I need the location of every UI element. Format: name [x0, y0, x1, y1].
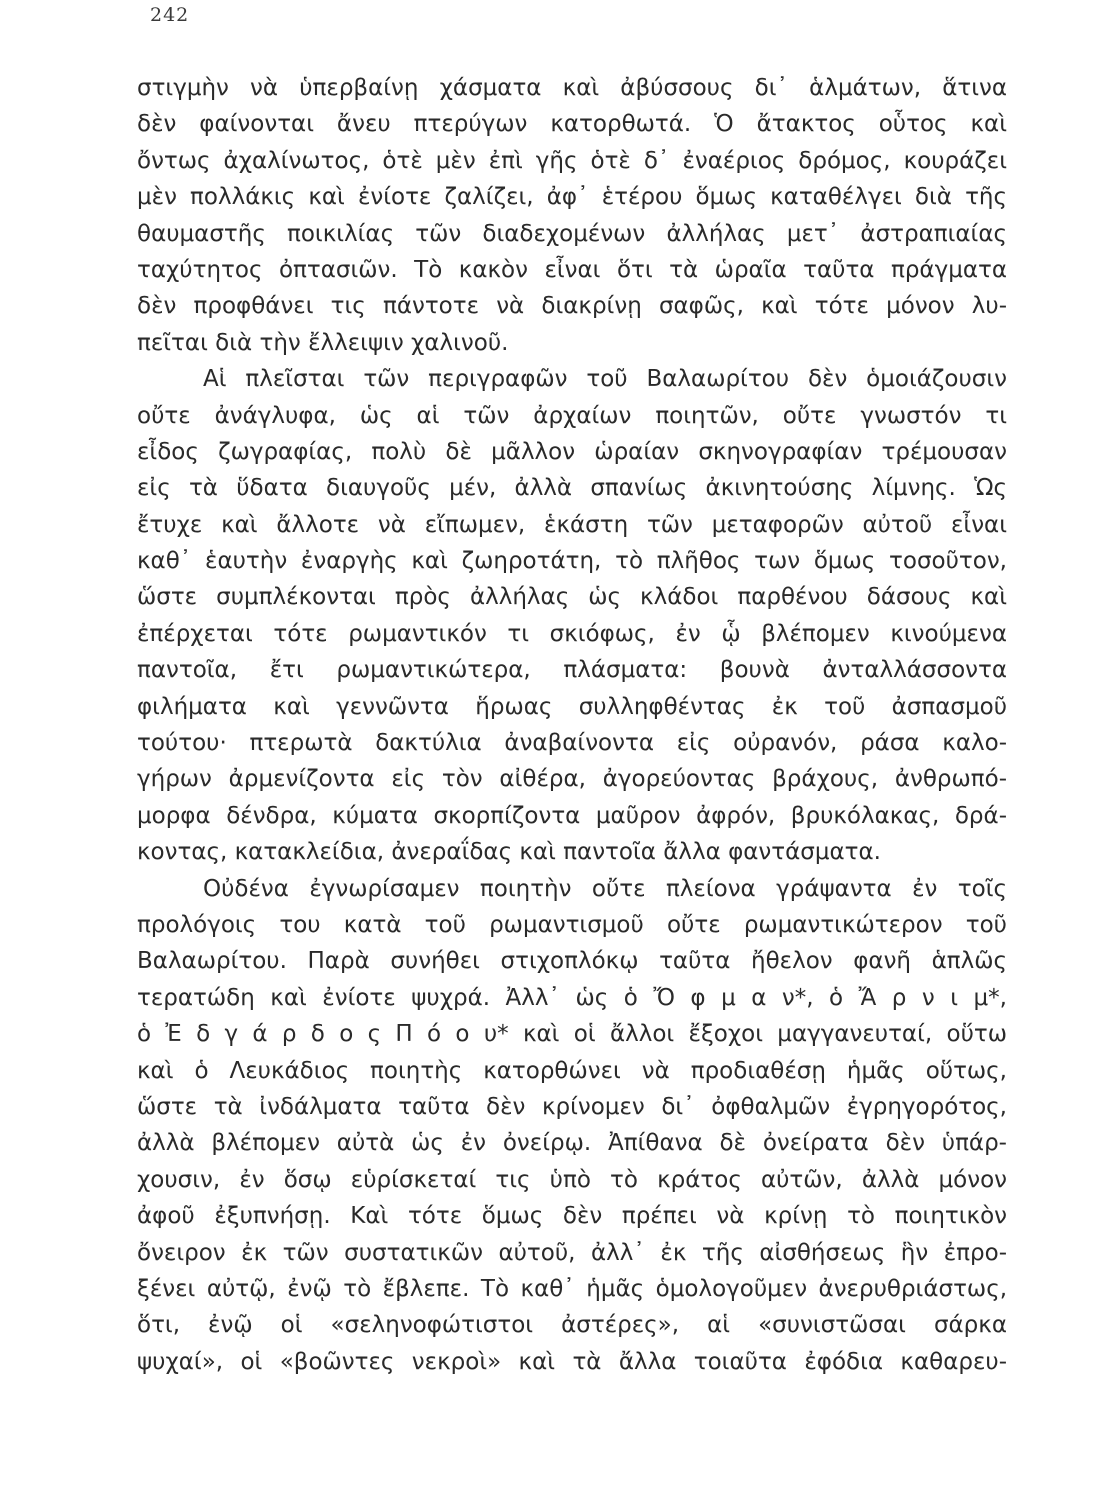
text-line: ὥστε τὰ ἰνδάλματα ταῦτα δὲν κρίνομεν δι᾽ ὀφθαλμῶν ἐγρηγορότος,	[137, 1093, 1007, 1120]
text-line: ὄντως ἀχαλίνωτος, ὁτὲ μὲν ἐπὶ γῆς ὁτὲ δ᾽ ἐναέριος δρόμος, κουράζει	[137, 147, 1007, 174]
text-line: προλόγοις του κατὰ τοῦ ρωμαντισμοῦ οὔτε ρωμαντικώτερον τοῦ	[137, 911, 1007, 938]
text-line: τερατώδη καὶ ἐνίοτε ψυχρά. Ἀλλ᾽ ὡς ὁ Ὄ φ μ α ν*, ὁ Ἄ ρ ν ι μ*,	[137, 984, 1007, 1011]
text-line: εἰς τὰ ὕδατα διαυγοῦς μέν, ἀλλὰ σπανίως ἀκινητούσης λίμνης. Ὡς	[137, 475, 1007, 502]
text-line: στιγμὴν νὰ ὑπερβαίνῃ χάσματα καὶ ἀβύσσους δι᾽ ἁλμάτων, ἅτινα	[137, 75, 1007, 101]
text-line: ὄνειρον ἐκ τῶν συστατικῶν αὐτοῦ, ἀλλ᾽ ἐκ τῆς αἰσθήσεως ἣν ἐπρο-	[137, 1239, 1007, 1266]
text-line: γήρων ἀρμενίζοντα εἰς τὸν αἰθέρα, ἀγορεύοντας βράχους, ἀνθρωπό-	[137, 766, 1007, 793]
text-line: ἔτυχε καὶ ἄλλοτε νὰ εἴπωμεν, ἑκάστη τῶν μεταφορῶν αὐτοῦ εἶναι	[137, 511, 1007, 538]
text-line: πεῖται διὰ τὴν ἔλλειψιν χαλινοῦ.	[137, 329, 509, 356]
text-line: μορφα δένδρα, κύματα σκορπίζοντα μαῦρον ἀφρόν, βρυκόλακας, δρά-	[137, 802, 1007, 829]
text-line: ἀλλὰ βλέπομεν αὐτὰ ὡς ἐν ὀνείρῳ. Ἀπίθανα δὲ ὀνείρατα δὲν ὑπάρ-	[137, 1130, 1007, 1157]
text-line: εἶδος ζωγραφίας, πολὺ δὲ μᾶλλον ὡραίαν σκηνογραφίαν τρέμουσαν	[137, 438, 1007, 465]
text-line: ὁ Ἐ δ γ ά ρ δ ο ς Π ό ο υ* καὶ οἱ ἄλλοι ἔξοχοι μαγγανευταί, οὕτω	[137, 1021, 1007, 1048]
text-line: κοντας, κατακλείδια, ἀνεραΐδας καὶ παντοῖα ἄλλα φαντάσματα.	[137, 839, 881, 866]
text-line: θαυμαστῆς ποικιλίας τῶν διαδεχομένων ἀλλήλας μετ᾽ ἀστραπιαίας	[137, 220, 1007, 247]
text-line: χουσιν, ἐν ὅσῳ εὑρίσκεταί τις ὑπὸ τὸ κράτος αὐτῶν, ἀλλὰ μόνον	[137, 1166, 1007, 1193]
text-line: τούτου· πτερωτὰ δακτύλια ἀναβαίνοντα εἰς οὐρανόν, ράσα καλο-	[137, 730, 1007, 757]
text-line: ψυχαί», οἱ «βοῶντες νεκροὶ» καὶ τὰ ἄλλα τοιαῦτα ἐφόδια καθαρευ-	[137, 1348, 1007, 1375]
text-line: παντοῖα, ἔτι ρωμαντικώτερα, πλάσματα: βουνὰ ἀνταλλάσσοντα	[137, 657, 1007, 684]
body-text	[137, 70, 1007, 1380]
text-line: ταχύτητος ὀπτασιῶν. Τὸ κακὸν εἶναι ὅτι τὰ ὡραῖα ταῦτα πράγματα	[137, 256, 1007, 283]
text-line: μὲν πολλάκις καὶ ἐνίοτε ζαλίζει, ἀφ᾽ ἑτέρου ὅμως καταθέλγει διὰ τῆς	[137, 184, 1007, 211]
text-line: δὲν προφθάνει τις πάντοτε νὰ διακρίνῃ σαφῶς, καὶ τότε μόνον λυ-	[137, 293, 1007, 320]
text-line: ὥστε συμπλέκονται πρὸς ἀλλήλας ὡς κλάδοι παρθένου δάσους καὶ	[137, 584, 1007, 611]
text-line: ὅτι, ἐνῷ οἱ «σεληνοφώτιστοι ἀστέρες», αἱ «συνιστῶσαι σάρκα	[137, 1312, 1007, 1339]
text-line: ἀφοῦ ἐξυπνήσῃ. Καὶ τότε ὅμως δὲν πρέπει νὰ κρίνῃ τὸ ποιητικὸν	[137, 1203, 1007, 1230]
text-line: ξένει αὐτῷ, ἐνῷ τὸ ἔβλεπε. Τὸ καθ᾽ ἡμᾶς ὁμολογοῦμεν ἀνερυθριάστως,	[137, 1275, 1007, 1302]
text-line: δὲν φαίνονται ἄνευ πτερύγων κατορθωτά. Ὁ ἄτακτος οὗτος καὶ	[137, 111, 1007, 138]
text-line: φιλήματα καὶ γεννῶντα ἥρωας συλληφθέντας ἐκ τοῦ ἀσπασμοῦ	[137, 693, 1007, 720]
page-number: 242	[150, 4, 190, 26]
text-line: ἐπέρχεται τότε ρωμαντικόν τι σκιόφως, ἐν ᾧ βλέπομεν κινούμενα	[137, 620, 1007, 647]
text-line: Αἱ πλεῖσται τῶν περιγραφῶν τοῦ Βαλαωρίτου δὲν ὁμοιάζουσιν	[203, 366, 1007, 393]
text-line: καὶ ὁ Λευκάδιος ποιητὴς κατορθώνει νὰ προδιαθέσῃ ἡμᾶς οὕτως,	[137, 1057, 1007, 1084]
text-line: οὔτε ἀνάγλυφα, ὡς αἱ τῶν ἀρχαίων ποιητῶν, οὔτε γνωστόν τι	[137, 402, 1007, 429]
text-line: Βαλαωρίτου. Παρὰ συνήθει στιχοπλόκῳ ταῦτα ἤθελον φανῆ ἁπλῶς	[137, 948, 1007, 975]
text-line: καθ᾽ ἑαυτὴν ἐναργὴς καὶ ζωηροτάτη, τὸ πλῆθος των ὅμως τοσοῦτον,	[137, 548, 1007, 575]
text-line: Οὐδένα ἐγνωρίσαμεν ποιητὴν οὔτε πλείονα γράψαντα ἐν τοῖς	[203, 875, 1007, 902]
